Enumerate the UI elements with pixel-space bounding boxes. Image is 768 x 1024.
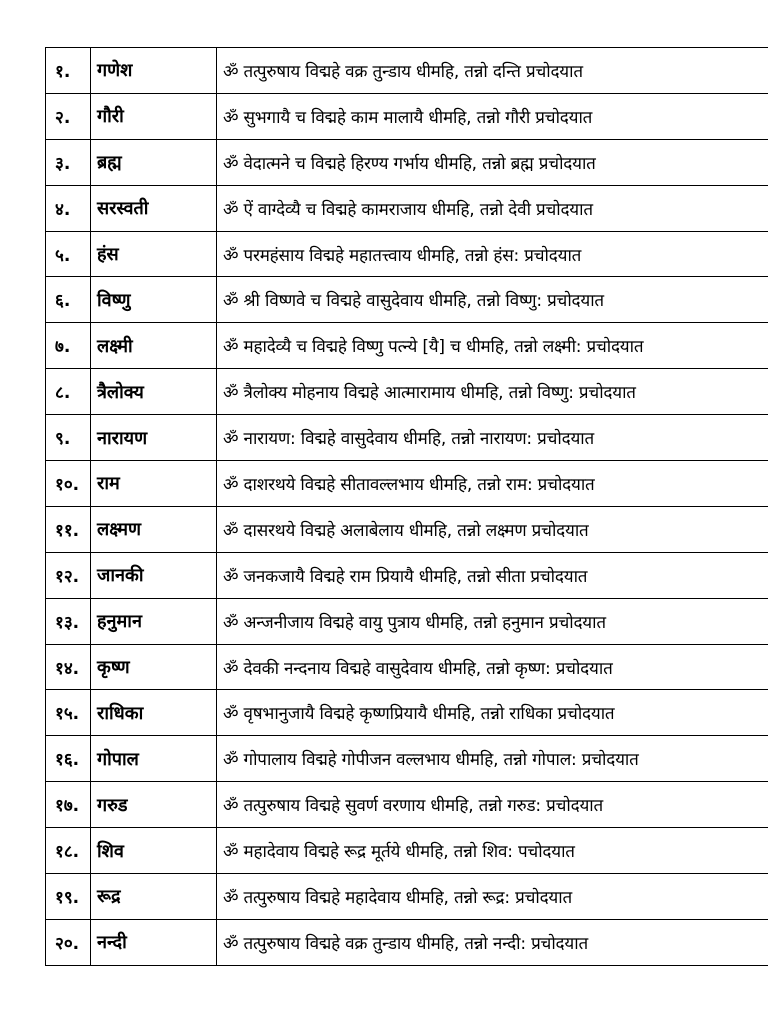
mantra-text: ॐ सुभगायै च विद्महे काम मालायै धीमहि, तन्नो गौरी प्रचोदयात — [217, 93, 768, 139]
deity-name: गौरी — [91, 93, 217, 139]
row-number: ६. — [46, 277, 91, 323]
mantra-text: ॐ दासरथये विद्महे अलाबेलाय धीमहि, तन्नो लक्ष्मण प्रचोदयात — [217, 506, 768, 552]
deity-name: हनुमान — [91, 598, 217, 644]
mantra-text: ॐ वृषभानुजायै विद्महे कृष्णप्रियायै धीमहि, तन्नो राधिका प्रचोदयात — [217, 690, 768, 736]
table-row — [46, 93, 768, 139]
row-number: १७. — [46, 782, 91, 828]
row-number: १४. — [46, 644, 91, 690]
row-number: १. — [46, 48, 91, 94]
mantra-text: ॐ गोपालाय विद्महे गोपीजन वल्लभाय धीमहि, तन्नो गोपाल: प्रचोदयात — [217, 736, 768, 782]
mantra-text: ॐ जनकजायै विद्महे राम प्रियायै धीमहि, तन्नो सीता प्रचोदयात — [217, 552, 768, 598]
deity-name: लक्ष्मी — [91, 323, 217, 369]
gayatri-mantra-table — [45, 47, 768, 966]
deity-name: राम — [91, 461, 217, 507]
deity-name: गरुड — [91, 782, 217, 828]
table-row — [46, 644, 768, 690]
deity-name: कृष्ण — [91, 644, 217, 690]
row-number: ११. — [46, 506, 91, 552]
table-row — [46, 506, 768, 552]
table-row — [46, 185, 768, 231]
row-number: ८. — [46, 369, 91, 415]
row-number: १२. — [46, 552, 91, 598]
mantra-text: ॐ त्रैलोक्य मोहनाय विद्महे आत्मारामाय धीमहि, तन्नो विष्णु: प्रचोदयात — [217, 369, 768, 415]
mantra-text: ॐ नारायण: विद्महे वासुदेवाय धीमहि, तन्नो नारायण: प्रचोदयात — [217, 415, 768, 461]
table-row — [46, 48, 768, 94]
mantra-text: ॐ महादेवाय विद्महे रूद्र मूर्तये धीमहि, तन्नो शिव: पचोदयात — [217, 828, 768, 874]
row-number: ४. — [46, 185, 91, 231]
table-row — [46, 736, 768, 782]
deity-name: ब्रह्म — [91, 139, 217, 185]
row-number: ५. — [46, 231, 91, 277]
deity-name: नारायण — [91, 415, 217, 461]
mantra-text: ॐ श्री विष्णवे च विद्महे वासुदेवाय धीमहि, तन्नो विष्णु: प्रचोदयात — [217, 277, 768, 323]
mantra-text: ॐ तत्पुरुषाय विद्महे वक्र तुन्डाय धीमहि, तन्नो दन्ति प्रचोदयात — [217, 48, 768, 94]
deity-name: जानकी — [91, 552, 217, 598]
table-row — [46, 323, 768, 369]
table-row — [46, 919, 768, 965]
row-number: १०. — [46, 461, 91, 507]
mantra-text: ॐ ऐं वाग्देव्यै च विद्महे कामराजाय धीमहि, तन्नो देवी प्रचोदयात — [217, 185, 768, 231]
deity-name: रूद्र — [91, 874, 217, 920]
deity-name: शिव — [91, 828, 217, 874]
mantra-text: ॐ परमहंसाय विद्महे महातत्त्वाय धीमहि, तन्नो हंस: प्रचोदयात — [217, 231, 768, 277]
table-row — [46, 369, 768, 415]
deity-name: गणेश — [91, 48, 217, 94]
mantra-text: ॐ तत्पुरुषाय विद्महे महादेवाय धीमहि, तन्नो रूद्र: प्रचोदयात — [217, 874, 768, 920]
row-number: १९. — [46, 874, 91, 920]
mantra-text: ॐ दाशरथये विद्महे सीतावल्लभाय धीमहि, तन्नो राम: प्रचोदयात — [217, 461, 768, 507]
table-row — [46, 231, 768, 277]
row-number: १६. — [46, 736, 91, 782]
table-row — [46, 461, 768, 507]
table-row — [46, 782, 768, 828]
deity-name: नन्दी — [91, 919, 217, 965]
table-row — [46, 690, 768, 736]
deity-name: लक्ष्मण — [91, 506, 217, 552]
mantra-text: ॐ तत्पुरुषाय विद्महे सुवर्ण वरणाय धीमहि, तन्नो गरुड: प्रचोदयात — [217, 782, 768, 828]
deity-name: सरस्वती — [91, 185, 217, 231]
table-row — [46, 598, 768, 644]
row-number: २०. — [46, 919, 91, 965]
deity-name: गोपाल — [91, 736, 217, 782]
row-number: २. — [46, 93, 91, 139]
row-number: १५. — [46, 690, 91, 736]
table-row — [46, 552, 768, 598]
table-body — [46, 48, 768, 966]
row-number: ७. — [46, 323, 91, 369]
mantra-text: ॐ तत्पुरुषाय विद्महे वक्र तुन्डाय धीमहि, तन्नो नन्दी: प्रचोदयात — [217, 919, 768, 965]
mantra-text: ॐ देवकी नन्दनाय विद्महे वासुदेवाय धीमहि, तन्नो कृष्ण: प्रचोदयात — [217, 644, 768, 690]
deity-name: त्रैलोक्य — [91, 369, 217, 415]
deity-name: राधिका — [91, 690, 217, 736]
deity-name: विष्णु — [91, 277, 217, 323]
row-number: ९. — [46, 415, 91, 461]
mantra-text: ॐ वेदात्मने च विद्महे हिरण्य गर्भाय धीमहि, तन्नो ब्रह्म प्रचोदयात — [217, 139, 768, 185]
table-row — [46, 277, 768, 323]
mantra-text: ॐ अन्जनीजाय विद्महे वायु पुत्राय धीमहि, तन्नो हनुमान प्रचोदयात — [217, 598, 768, 644]
table-row — [46, 874, 768, 920]
row-number: १८. — [46, 828, 91, 874]
table-row — [46, 415, 768, 461]
mantra-text: ॐ महादेव्यै च विद्महे विष्णु पत्न्ये [यै] च धीमहि, तन्नो लक्ष्मी: प्रचोदयात — [217, 323, 768, 369]
deity-name: हंस — [91, 231, 217, 277]
row-number: १३. — [46, 598, 91, 644]
table-row — [46, 139, 768, 185]
row-number: ३. — [46, 139, 91, 185]
table-row — [46, 828, 768, 874]
